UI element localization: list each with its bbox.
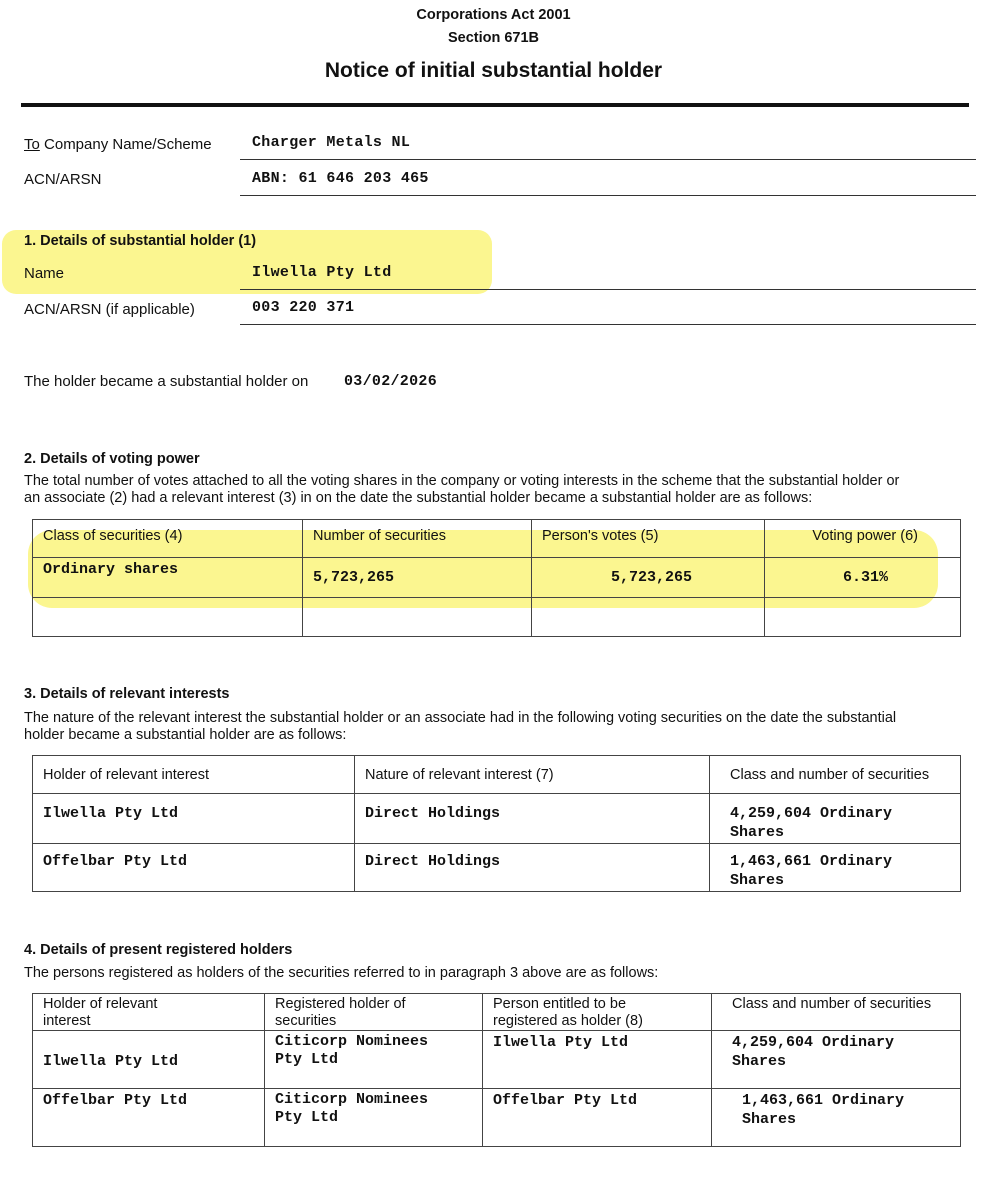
col-line2: registered as holder (8) <box>493 1013 643 1029</box>
class-line1: 1,463,661 Ordinary <box>730 853 893 870</box>
registered-class-cell <box>712 1089 961 1147</box>
registered-col-holder <box>33 994 265 1031</box>
registered-class-cell <box>712 1031 961 1089</box>
registered-line2: Pty Ltd <box>275 1051 339 1068</box>
section3-paragraph-line2: holder became a substantial holder are as follows: <box>24 727 347 743</box>
registered-entitled-cell: Offelbar Pty Ltd <box>483 1089 712 1147</box>
acn-label: ACN/ARSN <box>24 171 102 188</box>
voting-col-power: Voting power (6) <box>765 520 961 558</box>
voting-col-votes: Person's votes (5) <box>532 520 765 558</box>
col-line1: Person entitled to be <box>493 996 627 1012</box>
voting-data-row <box>33 558 961 598</box>
class-line2: Shares <box>730 824 785 841</box>
registered-line1: Citicorp Nominees <box>275 1091 429 1108</box>
interests-nature-cell: Direct Holdings <box>355 844 710 892</box>
class-line2: Shares <box>730 872 785 889</box>
title-divider <box>21 103 969 107</box>
substantial-date-label: The holder became a substantial holder on <box>24 373 309 390</box>
section3-paragraph-line1: The nature of the relevant interest the substantial holder or an associate had in the following voting securities on the date the substantial <box>24 710 897 726</box>
registered-registered-cell <box>265 1089 483 1147</box>
company-name-rule <box>240 159 976 160</box>
holder-name-label: Name <box>24 265 65 282</box>
section1-heading: 1. Details of substantial holder (1) <box>24 233 257 249</box>
to-prefix: To <box>24 136 40 153</box>
registered-holder-cell: Ilwella Pty Ltd <box>33 1031 265 1089</box>
section-number: Section 671B <box>447 30 540 46</box>
class-line2: Shares <box>732 1053 787 1070</box>
section2-heading: 2. Details of voting power <box>24 451 200 467</box>
substantial-date-value: 03/02/2026 <box>344 373 438 390</box>
class-line2: Shares <box>742 1111 797 1128</box>
voting-votes-cell: 5,723,265 <box>532 558 765 598</box>
class-line1: 4,259,604 Ordinary <box>732 1034 895 1051</box>
interests-header-row <box>33 756 961 794</box>
voting-col-number: Number of securities <box>303 520 532 558</box>
section2-paragraph-line2: an associate (2) had a relevant interest (3) in on the date the substantial holder became a substantial holder are as follows: <box>24 490 813 506</box>
registered-header-row <box>33 994 961 1031</box>
registered-row <box>33 1089 961 1147</box>
voting-col-class: Class of securities (4) <box>33 520 303 558</box>
registered-holders-table <box>32 993 961 1147</box>
class-line1: 1,463,661 Ordinary <box>742 1092 905 1109</box>
registered-registered-cell <box>265 1031 483 1089</box>
voting-header-row <box>33 520 961 558</box>
interests-row <box>33 844 961 892</box>
col-line1: Class and number of securities <box>732 996 932 1012</box>
voting-number-cell: 5,723,265 <box>303 558 532 598</box>
interests-col-nature: Nature of relevant interest (7) <box>355 756 710 794</box>
interests-col-class: Class and number of securities <box>710 756 961 794</box>
section2-paragraph <box>24 473 974 507</box>
registered-row <box>33 1031 961 1089</box>
interests-holder-cell: Offelbar Pty Ltd <box>33 844 355 892</box>
col-line2: interest <box>43 1013 91 1029</box>
relevant-interests-table <box>32 755 961 892</box>
interests-row <box>33 794 961 844</box>
section3-heading: 3. Details of relevant interests <box>24 686 230 702</box>
registered-entitled-cell: Ilwella Pty Ltd <box>483 1031 712 1089</box>
holder-name-value: Ilwella Pty Ltd <box>252 264 392 281</box>
acn-value: ABN: 61 646 203 465 <box>252 170 429 187</box>
voting-empty-row <box>33 598 961 637</box>
company-name-label-text: Company Name/Scheme <box>44 136 212 153</box>
voting-power-cell: 6.31% <box>765 558 961 598</box>
interests-holder-cell: Ilwella Pty Ltd <box>33 794 355 844</box>
company-name-label <box>24 136 212 153</box>
holder-acn-rule <box>240 324 976 325</box>
interests-nature-cell: Direct Holdings <box>355 794 710 844</box>
col-line2: securities <box>275 1013 337 1029</box>
acn-rule <box>240 195 976 196</box>
empty-cell <box>765 598 961 637</box>
registered-line2: Pty Ltd <box>275 1109 339 1126</box>
interests-class-cell <box>710 844 961 892</box>
act-title: Corporations Act 2001 <box>416 7 571 23</box>
empty-cell <box>303 598 532 637</box>
page-title: Notice of initial substantial holder <box>324 59 663 82</box>
registered-col-class <box>712 994 961 1031</box>
col-line1: Registered holder of <box>275 996 406 1012</box>
registered-col-entitled <box>483 994 712 1031</box>
interests-class-cell <box>710 794 961 844</box>
holder-acn-value: 003 220 371 <box>252 299 355 316</box>
empty-cell <box>33 598 303 637</box>
empty-cell <box>532 598 765 637</box>
section4-heading: 4. Details of present registered holders <box>24 942 293 958</box>
registered-col-registered <box>265 994 483 1031</box>
class-line1: 4,259,604 Ordinary <box>730 805 893 822</box>
registered-line1: Citicorp Nominees <box>275 1033 429 1050</box>
section2-paragraph-line1: The total number of votes attached to all the voting shares in the company or voting interests in the scheme that the substantial holder or <box>24 473 900 489</box>
holder-name-rule <box>240 289 976 290</box>
holder-acn-label: ACN/ARSN (if applicable) <box>24 301 195 318</box>
registered-holder-cell: Offelbar Pty Ltd <box>33 1089 265 1147</box>
section3-paragraph <box>24 710 974 744</box>
company-name-value: Charger Metals NL <box>252 134 411 151</box>
col-line1: Holder of relevant <box>43 996 158 1012</box>
voting-power-table <box>32 519 961 637</box>
section4-paragraph: The persons registered as holders of the securities referred to in paragraph 3 above are as follows: <box>24 965 659 981</box>
voting-class-cell: Ordinary shares <box>33 558 303 598</box>
interests-col-holder: Holder of relevant interest <box>33 756 355 794</box>
